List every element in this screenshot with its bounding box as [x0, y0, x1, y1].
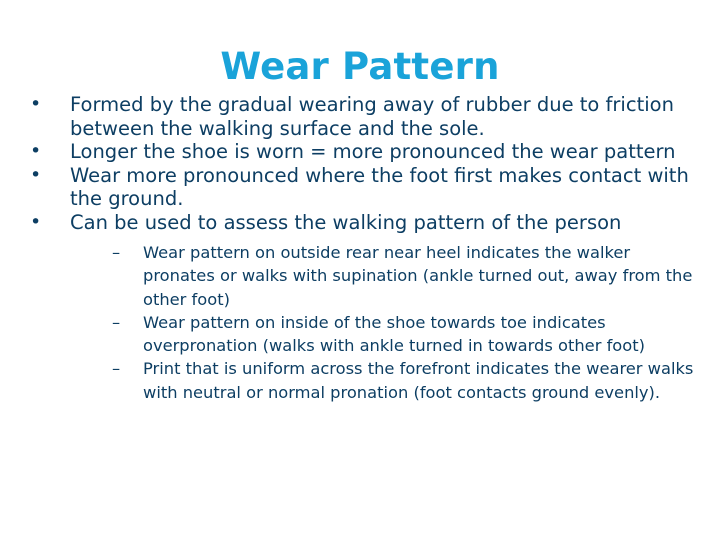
sub-bullet-item [112, 241, 696, 311]
bullet-text: Longer the shoe is worn = more pronounced the wear pattern [70, 140, 676, 163]
slide-title: Wear Pattern [220, 45, 500, 88]
bullet-item [26, 164, 696, 211]
sub-bullet-text: Wear pattern on inside of the shoe towards toe indicates overpronation (walks with ankle turned in towards other foot) [143, 312, 645, 356]
sub-bullet-list [70, 241, 696, 404]
bullet-text: Formed by the gradual wearing away of rubber due to friction between the walking surface and the sole. [70, 93, 674, 140]
sub-bullet-item [112, 311, 696, 358]
sub-bullet-text: Print that is uniform across the forefront indicates the wearer walks with neutral or normal pronation (foot contacts ground evenly). [143, 359, 694, 402]
bullet-marker: • [30, 93, 42, 115]
bullet-marker: • [30, 163, 42, 186]
bullet-marker: • [30, 140, 42, 162]
sub-bullet-text: Wear pattern on outside rear near heel indicates the walker pronates or walks with supination (ankle turned out, away from the other foot) [143, 243, 693, 309]
bullet-item [26, 140, 696, 164]
bullet-text: Wear more pronounced where the foot first makes contact with the ground. [70, 163, 689, 210]
bullet-item [26, 93, 696, 140]
bullet-marker: • [30, 210, 42, 233]
slide-content [26, 93, 696, 404]
sub-bullet-marker: – [112, 243, 121, 262]
sub-bullet-marker: – [112, 359, 121, 379]
bullet-list [26, 93, 696, 404]
sub-bullet-item [112, 357, 696, 404]
sub-bullet-marker: – [112, 312, 121, 332]
bullet-text: Can be used to assess the walking pattern of the person [70, 210, 622, 234]
bullet-item [26, 211, 696, 405]
